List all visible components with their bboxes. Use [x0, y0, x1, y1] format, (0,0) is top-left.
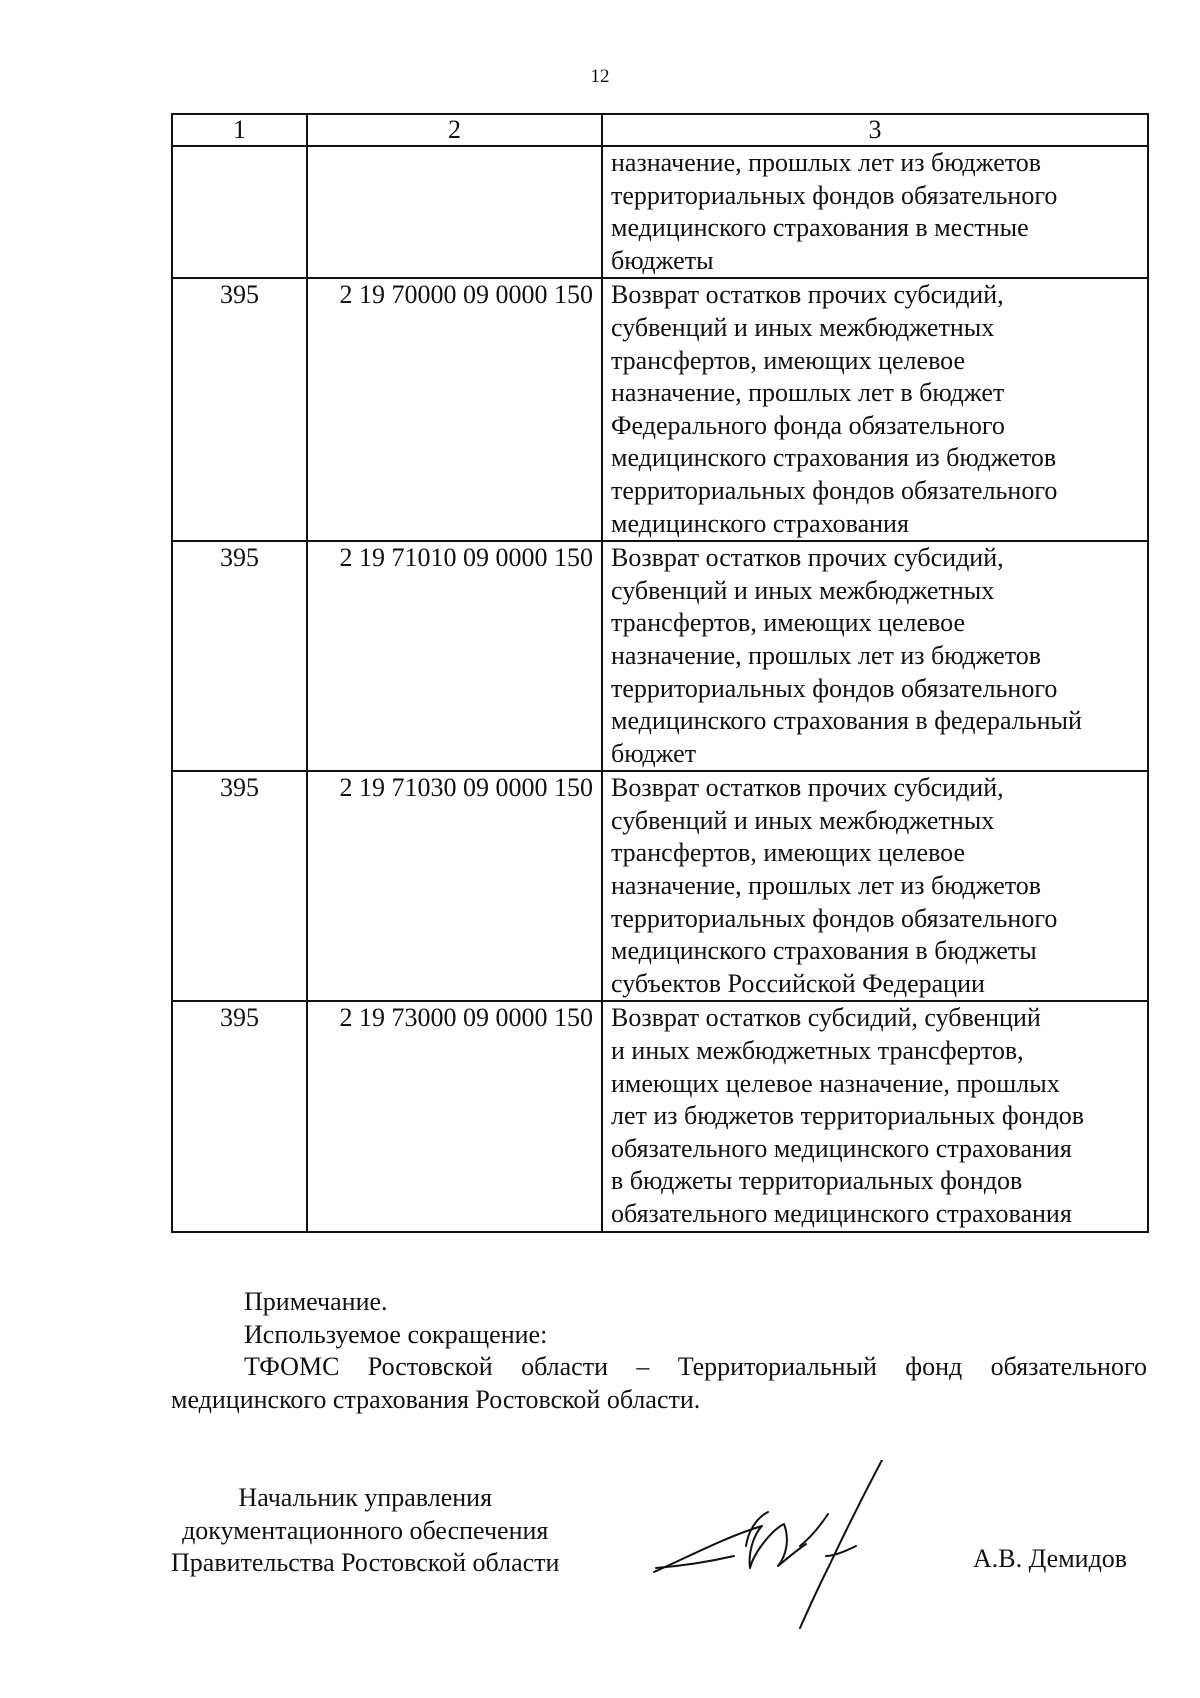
- description-line: обязательного медицинского страхования: [611, 1133, 1072, 1163]
- description-line: назначение, прошлых лет из бюджетов: [611, 871, 1042, 901]
- description-line: медицинского страхования из бюджетов: [611, 443, 1057, 473]
- description-line: бюджеты: [611, 245, 714, 275]
- budget-code-cell: [307, 146, 602, 278]
- page-number: 12: [590, 66, 610, 87]
- description-line: территориальных фондов обязательного: [611, 673, 1058, 703]
- description-line: бюджет: [611, 738, 697, 768]
- description-line: территориальных фондов обязательного: [611, 475, 1058, 505]
- description-line: медицинского страхования в местные: [611, 213, 1029, 243]
- admin-code-cell: 395: [172, 1001, 307, 1231]
- note-subtitle: Используемое сокращение:: [244, 1319, 548, 1349]
- signatory-name: А.В. Демидов: [973, 1544, 1128, 1573]
- description-line: субвенций и иных межбюджетных: [611, 575, 995, 605]
- description-line: субвенций и иных межбюджетных: [611, 805, 995, 835]
- budget-code-cell: 2 19 71030 09 0000 150: [307, 771, 602, 1001]
- description-cell: [602, 771, 1148, 1001]
- budget-code-cell: 2 19 73000 09 0000 150: [307, 1001, 602, 1231]
- description-line: назначение, прошлых лет в бюджет: [611, 378, 1005, 408]
- column-header-1: 1: [172, 114, 307, 146]
- column-header-3: 3: [602, 114, 1148, 146]
- table-row: [172, 1001, 1148, 1231]
- column-header-2: 2: [307, 114, 602, 146]
- signatory-position: [171, 1482, 559, 1580]
- description-line: трансфертов, имеющих целевое: [611, 345, 966, 375]
- description-line: трансфертов, имеющих целевое: [611, 608, 966, 638]
- description-line: субвенций и иных межбюджетных: [611, 312, 995, 342]
- note-title: Примечание.: [244, 1287, 388, 1316]
- budget-code-cell: 2 19 71010 09 0000 150: [307, 541, 602, 771]
- description-line: назначение, прошлых лет из бюджетов: [611, 148, 1042, 177]
- notes-section: [171, 1286, 1147, 1416]
- description-line: лет из бюджетов территориальных фондов: [611, 1101, 1085, 1131]
- description-line: медицинского страхования: [611, 508, 909, 538]
- admin-code-cell: 395: [172, 278, 307, 541]
- table-row: [172, 146, 1148, 278]
- description-line: и иных межбюджетных трансфертов,: [611, 1036, 1024, 1066]
- description-line: субъектов Российской Федерации: [611, 968, 985, 998]
- description-cell: [602, 146, 1148, 278]
- position-line: Правительства Ростовской области: [171, 1548, 560, 1577]
- description-line: Возврат остатков прочих субсидий,: [611, 773, 1004, 803]
- table-row: [172, 771, 1148, 1001]
- admin-code-cell: [172, 146, 307, 278]
- abbreviation-line-1: ТФОМС Ростовской области – Территориальный фонд обязательного: [244, 1352, 1147, 1381]
- description-line: Возврат остатков субсидий, субвенций: [611, 1003, 1041, 1033]
- description-cell: [602, 1001, 1148, 1231]
- description-line: назначение, прошлых лет из бюджетов: [611, 640, 1042, 670]
- admin-code-cell: 395: [172, 541, 307, 771]
- description-line: медицинского страхования в федеральный: [611, 706, 1082, 736]
- admin-code-cell: 395: [172, 771, 307, 1001]
- description-line: территориальных фондов обязательного: [611, 903, 1058, 933]
- description-line: медицинского страхования в бюджеты: [611, 936, 1037, 966]
- table-row: [172, 541, 1148, 771]
- description-line: Федерального фонда обязательного: [611, 410, 1005, 440]
- description-line: трансфертов, имеющих целевое: [611, 838, 966, 868]
- abbreviation-line-2: медицинского страхования Ростовской области.: [171, 1384, 701, 1414]
- description-line: в бюджеты территориальных фондов: [611, 1166, 1023, 1196]
- description-line: Возврат остатков прочих субсидий,: [611, 280, 1004, 310]
- description-line: Возврат остатков прочих субсидий,: [611, 543, 1004, 573]
- description-line: имеющих целевое назначение, прошлых: [611, 1068, 1060, 1098]
- description-line: территориальных фондов обязательного: [611, 180, 1058, 210]
- position-line: документационного обеспечения: [182, 1515, 549, 1545]
- budget-code-cell: 2 19 70000 09 0000 150: [307, 278, 602, 541]
- position-line: Начальник управления: [238, 1483, 493, 1512]
- handwritten-signature: [650, 1460, 910, 1630]
- table-header-row: [172, 114, 1148, 146]
- description-line: обязательного медицинского страхования: [611, 1199, 1072, 1228]
- description-cell: [602, 541, 1148, 771]
- table-row: [172, 278, 1148, 541]
- kbk-table: [171, 113, 1149, 1233]
- description-cell: [602, 278, 1148, 541]
